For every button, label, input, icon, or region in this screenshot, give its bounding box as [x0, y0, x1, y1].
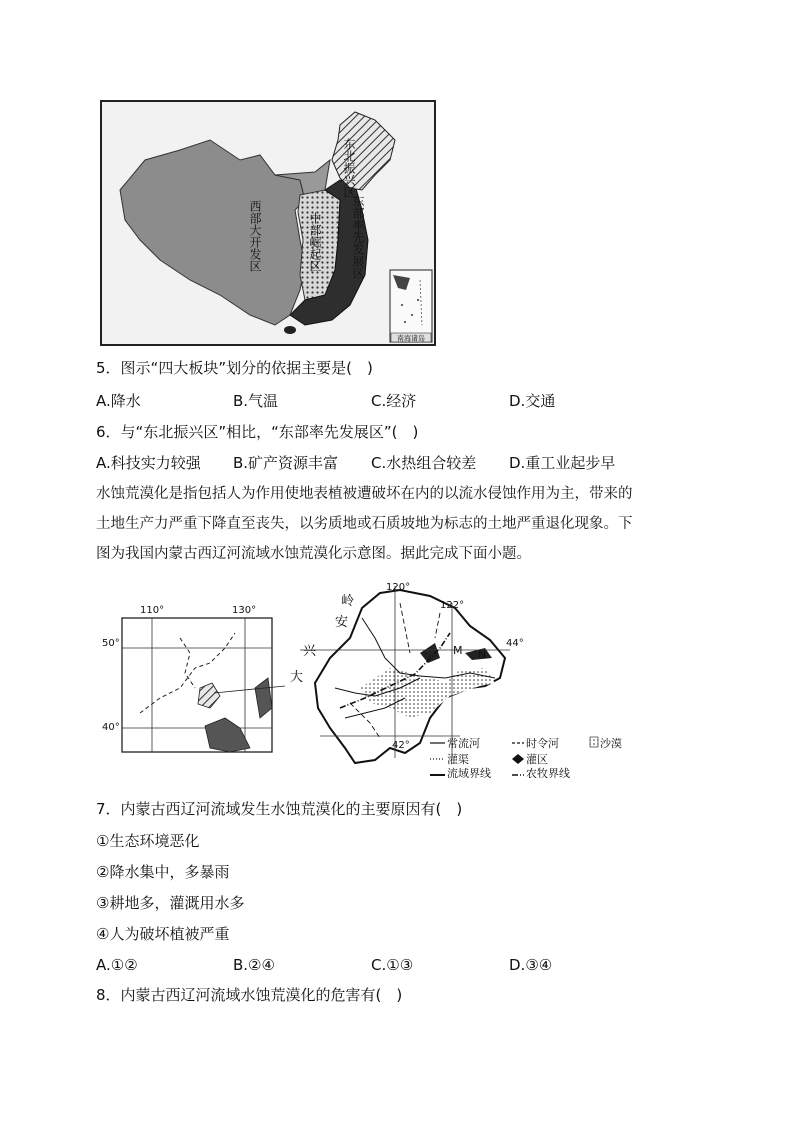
q7-item-3: ③耕地多，灌溉用水多 — [96, 894, 245, 912]
passage-line-3: 图为我国内蒙古西辽河流域水蚀荒漠化示意图。据此完成下面小题。 — [96, 546, 531, 562]
q6-option-c[interactable]: C.水热组合较差 — [371, 454, 477, 472]
label-central: 中部崛起区 — [308, 212, 322, 272]
mountain-char-ling: 岭 — [341, 594, 355, 609]
label-west: 西部大开发区 — [248, 200, 262, 272]
basin-lon-120: 120° — [386, 582, 411, 593]
china-map-svg — [100, 100, 436, 346]
mountain-char-xing: 兴 — [303, 644, 317, 659]
q6-option-a[interactable]: A.科技实力较强 — [96, 454, 201, 472]
locator-map-frame — [122, 618, 272, 752]
legend-basin-boundary: 流域界线 — [447, 767, 491, 778]
map-legend — [430, 736, 622, 778]
q7-stem: 7．内蒙古西辽河流域发生水蚀荒漠化的主要原因有( ) — [96, 800, 463, 818]
basin-lat-44: 44° — [506, 638, 524, 649]
legend-irrigation-area: 灌区 — [526, 753, 548, 766]
mountain-char-an: 安 — [335, 615, 349, 630]
legend-seasonal-river: 时令河 — [526, 737, 559, 750]
q5-option-d[interactable]: D.交通 — [509, 392, 556, 410]
legend-perennial-river: 常流河 — [447, 737, 480, 750]
label-east: 东部率先发展区 — [351, 195, 365, 279]
legend-canal: 灌渠 — [447, 753, 469, 766]
q7-option-c[interactable]: C.①③ — [371, 956, 414, 974]
q5-option-c[interactable]: C.经济 — [371, 392, 417, 410]
q6-stem: 6．与“东北振兴区”相比，“东部率先发展区”( ) — [96, 423, 419, 441]
locator-lat-50: 50° — [102, 638, 120, 649]
china-regions-map — [100, 100, 436, 346]
q7-item-1: ①生态环境恶化 — [96, 832, 200, 850]
legend-farm-pasture-line: 农牧界线 — [526, 767, 570, 778]
basin-lon-122: 122° — [440, 600, 465, 611]
passage-line-2: 土地生产力严重下降直至丧失，以劣质地或石质坡地为标志的土地严重退化现象。下 — [96, 516, 633, 532]
q7-item-4: ④人为破坏植被严重 — [96, 925, 230, 943]
xiliao-river-map — [100, 578, 640, 778]
locator-lat-40: 40° — [102, 722, 120, 733]
q5-stem: 5．图示“四大板块”划分的依据主要是( ) — [96, 359, 373, 377]
q5-option-a[interactable]: A.降水 — [96, 392, 141, 410]
label-northeast: 东北振兴区 — [342, 138, 356, 198]
q7-option-d[interactable]: D.③④ — [509, 956, 553, 974]
point-m: M — [453, 644, 463, 657]
q6-option-d[interactable]: D.重工业起步早 — [509, 454, 616, 472]
q7-option-a[interactable]: A.①② — [96, 956, 138, 974]
basin-lat-42: 42° — [392, 740, 410, 751]
q6-option-b[interactable]: B.矿产资源丰富 — [233, 454, 339, 472]
inset-label: 南海诸岛 — [397, 334, 425, 343]
point-n: N — [478, 648, 487, 661]
q8-stem: 8．内蒙古西辽河流域水蚀荒漠化的危害有( ) — [96, 986, 403, 1004]
locator-lon-130: 130° — [232, 605, 257, 616]
q5-option-b[interactable]: B.气温 — [233, 392, 279, 410]
legend-desert: 沙漠 — [600, 737, 622, 750]
mountain-char-da: 大 — [290, 670, 304, 685]
locator-lon-110: 110° — [140, 605, 165, 616]
q7-option-b[interactable]: B.②④ — [233, 956, 275, 974]
q7-item-2: ②降水集中，多暴雨 — [96, 863, 230, 881]
passage-line-1: 水蚀荒漠化是指包括人为作用使地表植被遭破坏在内的以流水侵蚀作用为主，带来的 — [96, 486, 633, 502]
xiliao-map-svg — [100, 578, 640, 778]
